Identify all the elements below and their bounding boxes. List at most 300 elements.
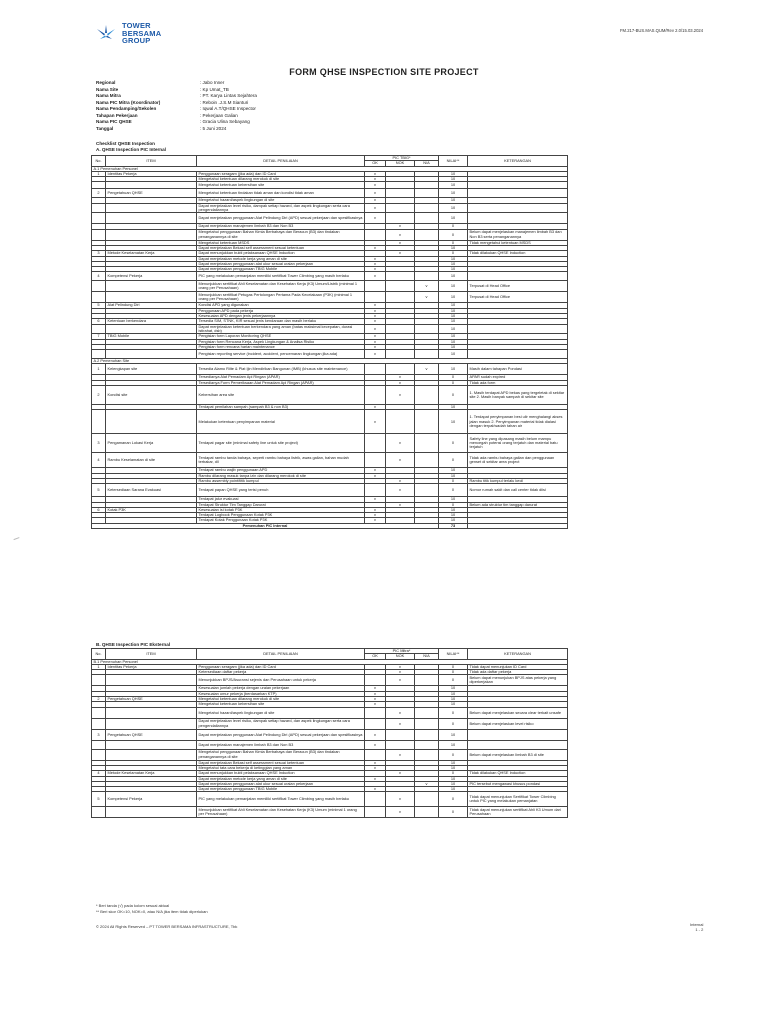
cell-nilai: 10 (439, 245, 468, 250)
cell-nilai: 0 (439, 229, 468, 240)
cell-detail: Terdapat pagar site (minimal safety line untuk site project) (197, 434, 365, 453)
cell-nilai: 0 (439, 675, 468, 686)
cell-no: 4 (92, 771, 106, 776)
table-row (92, 434, 568, 453)
cell-ok (365, 453, 386, 468)
cell-item: Kompetensi Pekerja (106, 792, 197, 807)
cell-ok (365, 484, 386, 497)
cell-detail: Menunjukkan BPJS/Asuransi sejenis dan Perusahaan untuk pekerja (197, 675, 365, 686)
meta-label: Nama Mitra (96, 93, 121, 98)
table-row (92, 324, 568, 334)
company-logo (94, 22, 161, 45)
cell-no (92, 292, 106, 303)
cell-detail: Terdapat rambu tanda bahaya, seperti rambu bahaya listrik, awas galian, bahan mudah terbakar, dll (197, 453, 365, 468)
cell-keterangan (468, 189, 568, 198)
cell-nok (386, 182, 415, 189)
cell-detail: Dapat menjelaskan penggunaan Alat Pelindung Diri (APD) sesuai pekerjaan dan spesifikasinya (197, 213, 365, 224)
cell-keterangan: Tidak ada rambu bahaya galian dan penggunaan genset di sekitar area project (468, 453, 568, 468)
cell-na (415, 213, 439, 224)
cell-na (415, 675, 439, 686)
cell-detail: Kebersihan area site (197, 386, 365, 405)
cell-detail: Terdapat rambu wajib penggunaan APD (197, 468, 365, 473)
cell-nilai: 10 (439, 691, 468, 696)
col-no: No. (92, 649, 106, 660)
table-row (92, 807, 568, 818)
section-row: B.1 Pemenuhan Personel (92, 659, 568, 664)
copyright: © 2024 All Rights Reserved – PT TOWER BERSAMA INFRASTRUCTURE, Tbk (96, 924, 238, 929)
cell-na (415, 484, 439, 497)
cell-nok: v (386, 675, 415, 686)
cell-nilai: 0 (439, 718, 468, 729)
cell-keterangan: Belum dapat menjelaskan level risiko (468, 718, 568, 729)
cell-no (92, 807, 106, 818)
cell-ok (365, 364, 386, 375)
cell-detail: Dapat menjelaskan level risiko, dampak setiap hazard, dan aspek lingkungan serta cara pengendaliannya (197, 718, 365, 729)
cell-ok: v (365, 267, 386, 272)
cell-nilai: 10 (439, 319, 468, 324)
cell-detail: Mengetahui ketentuan kebersihan site (197, 702, 365, 707)
cell-detail: Mengetahui hazard/aspek lingkungan di site (197, 707, 365, 718)
cell-nok: v (386, 771, 415, 776)
cell-item: Metode Keselamatan Kerja (106, 251, 197, 256)
table-row (92, 484, 568, 497)
cell-ok: v (365, 729, 386, 740)
cell-detail: Mengetahui penggunaan Bahan Kimia Berbahaya dan Beracun (B3) dan tindakan penanganannya di site (197, 749, 365, 760)
cell-nilai: 10 (439, 776, 468, 781)
cell-item (106, 203, 197, 213)
cell-nilai: 10 (439, 473, 468, 478)
cell-ok: v (365, 497, 386, 502)
cell-nilai: 10 (439, 177, 468, 182)
cell-nilai: 10 (439, 198, 468, 203)
cell-ok (365, 292, 386, 303)
cell-na (415, 729, 439, 740)
cell-ok: v (365, 213, 386, 224)
cell-ok (365, 707, 386, 718)
cell-nok: v (386, 749, 415, 760)
cell-nok: v (386, 251, 415, 256)
cell-no: 7 (92, 334, 106, 339)
col-no: No. (92, 156, 106, 167)
cell-no: 6 (92, 507, 106, 512)
cell-nok (386, 281, 415, 292)
cell-nok (386, 272, 415, 281)
meta-value: : Kp Umat_TB (200, 86, 229, 92)
cell-detail: Dapat menunjukkan bukti pelaksanaan QHSE Induction (197, 251, 365, 256)
logo-line-2: BERSAMA (122, 28, 162, 38)
cell-item (106, 675, 197, 686)
cell-no (92, 749, 106, 760)
cell-item: Alat Pelindung Diri (106, 303, 197, 308)
cell-ok: v (365, 405, 386, 410)
cell-na (415, 434, 439, 453)
col-na: N/A (415, 654, 439, 659)
cell-nok: v (386, 718, 415, 729)
cell-no (92, 324, 106, 334)
col-nilai: NILAI** (439, 156, 468, 167)
cell-nok: v (386, 375, 415, 380)
table-row (92, 229, 568, 240)
cell-keterangan: Tidak dilakukan QHSE Induction (468, 251, 568, 256)
cell-no: 3 (92, 729, 106, 740)
cell-detail: Mengetahui ketentuan kebersihan site (197, 182, 365, 189)
col-pic: PIC TBIG* (365, 156, 439, 161)
col-nilai: NILAI** (439, 649, 468, 660)
cell-detail: Tersedianya Alat Pemadam Api Ringan (APAR) (197, 375, 365, 380)
meta-label: Regional (96, 80, 116, 85)
cell-nilai: 10 (439, 787, 468, 792)
cell-nilai: 0 (439, 453, 468, 468)
cell-nilai: 10 (439, 513, 468, 518)
cell-na (415, 350, 439, 359)
cell-no (92, 229, 106, 240)
cell-nok: v (386, 484, 415, 497)
col-item: ITEM (106, 156, 197, 167)
meta-label: Nama Pendamping/Sekolen (96, 106, 157, 111)
cell-keterangan: Tidak ada daftar pekerja (468, 670, 568, 675)
cell-detail: Terdapat jalur evakuasi (197, 497, 365, 502)
cell-ok: v (365, 308, 386, 313)
cell-nilai: 10 (439, 686, 468, 691)
cell-nilai: 10 (439, 468, 468, 473)
cell-ok (365, 434, 386, 453)
cell-detail: Mengetahui tata cara bekerja di ketinggian yang aman (197, 765, 365, 770)
cell-item: Ketersediaan Sarana Evakuasi (106, 484, 197, 497)
cell-nilai: 10 (439, 189, 468, 198)
meta-value: : Reboin .J.S.M Sianturi (200, 99, 249, 105)
cell-detail: Menunjukkan sertifikat Ahli Keselamatan dan Kesehatan Kerja (K3) Umum/Listrik (minimal 1 orang per Perusahaan) (197, 281, 365, 292)
cell-ok (365, 718, 386, 729)
table-row (92, 718, 568, 729)
cell-ok: v (365, 319, 386, 324)
cell-ok: v (365, 303, 386, 308)
cell-detail: Pengisian form rencana harian maintenance (197, 344, 365, 349)
cell-keterangan: Terpusat di Head Office (468, 292, 568, 303)
tower-logo-icon (94, 23, 118, 43)
cell-detail: Mengetahui hazard/aspek lingkungan di site (197, 198, 365, 203)
cell-keterangan: Tidak dapat menunjukan ID Card (468, 664, 568, 669)
col-detail: DETAIL PENILAIAN (197, 156, 365, 167)
cell-nilai: 10 (439, 497, 468, 502)
cell-ok: v (365, 507, 386, 512)
cell-item (106, 281, 197, 292)
scan-mark (13, 537, 20, 543)
cell-ok: v (365, 182, 386, 189)
col-keterangan: KETERANGAN (468, 156, 568, 167)
cell-nilai: 10 (439, 344, 468, 349)
cell-detail: Dapat menjelaskan penggunaan Alat Pelindung Diri (APD) sesuai pekerjaan dan spesifikasinya (197, 729, 365, 740)
col-nok: NOK (386, 654, 415, 659)
cell-no: 3 (92, 251, 106, 256)
table-row (92, 281, 568, 292)
cell-detail: Terdapat papan QHSE yang terisi penuh (197, 484, 365, 497)
cell-nilai: 10 (439, 765, 468, 770)
cell-detail: Dapat menjelaskan metode kerja yang aman di site (197, 256, 365, 261)
cell-nok (386, 729, 415, 740)
cell-ok: v (365, 776, 386, 781)
cell-detail: Penggunaan seragam (jika ada) dan ID Card (197, 171, 365, 176)
cell-no: 6 (92, 319, 106, 324)
cell-keterangan: PIC tersebut mengawasi khusus pondasi (468, 781, 568, 786)
cell-nok: v (386, 664, 415, 669)
cell-nok: v (386, 380, 415, 385)
page-number: 1 - 2 (695, 927, 704, 932)
cell-nok: v (386, 224, 415, 229)
cell-na (415, 272, 439, 281)
cell-nok: v (386, 229, 415, 240)
cell-na (415, 718, 439, 729)
cell-keterangan: Belum dapat menjelaskan secara clear terkait unsafe (468, 707, 568, 718)
cell-item (106, 410, 197, 434)
cell-detail: Tersedia SIM, STNK, KIR sesuai jenis kendaraan dan masih berlaku (197, 319, 365, 324)
cell-ok: v (365, 324, 386, 334)
cell-nilai: 0 (439, 749, 468, 760)
cell-ok: v (365, 177, 386, 182)
cell-detail: Menunjukkan sertifikat Ahli Keselamatan dan Kesehatan Kerja (K3) Umum (minimal 1 orang per Perusahaan) (197, 807, 365, 818)
cell-detail: Dapat menjelaskan metode kerja yang aman di site (197, 776, 365, 781)
cell-detail: Tersedia Alamo Rilte & Plat Ijin Mendirikan Bangunan (IMB) (khusus site maintenance) (197, 364, 365, 375)
col-pic: PIC Mitra* (365, 649, 439, 654)
cell-ok (365, 386, 386, 405)
cell-nilai: 10 (439, 410, 468, 434)
cell-keterangan (468, 350, 568, 359)
cell-ok: v (365, 765, 386, 770)
cell-nilai: 0 (439, 792, 468, 807)
checklist-label: Checklist QHSE Inspection (96, 141, 155, 146)
cell-nilai: 0 (439, 434, 468, 453)
cell-ok: v (365, 344, 386, 349)
table-row (92, 740, 568, 749)
cell-no: 5 (92, 792, 106, 807)
cell-nilai: 0 (439, 707, 468, 718)
cell-no: 5 (92, 484, 106, 497)
table-row (92, 707, 568, 718)
cell-detail: Kesesuaian APD dengan jenis pekerjaannya (197, 314, 365, 319)
cell-item: Pengetahuan QHSE (106, 189, 197, 198)
cell-keterangan: APAR sudah expired (468, 375, 568, 380)
cell-item: Kondisi site (106, 386, 197, 405)
cell-item: Kelengkapan site (106, 364, 197, 375)
cell-nilai: 10 (439, 339, 468, 344)
col-keterangan: KETERANGAN (468, 649, 568, 660)
cell-ok: v (365, 245, 386, 250)
cell-detail: PIC yang melakukan pemanjatan memiliki sertifikat Tower Climbing yang masih berlaku (197, 272, 365, 281)
cell-nok: v (386, 707, 415, 718)
cell-nok: v (386, 478, 415, 483)
cell-detail: Dapat menjelaskan penggunaan alat ukur sesuai uraian pekerjaan (197, 261, 365, 266)
cell-nilai: 10 (439, 261, 468, 266)
cell-detail: Terdapat pemilahan sampah (sampah B3 & non B3) (197, 405, 365, 410)
section-a-label: A. QHSE Inspection PIC Internal (96, 146, 166, 152)
footnote-2: ** Beri skor OK=10, NOK=0, atau N/A jika item tidak diperlukan (96, 908, 208, 914)
cell-keterangan: Masih dalam tahapan Pondasi (468, 364, 568, 375)
cell-nilai: 10 (439, 760, 468, 765)
table-a-body (92, 166, 568, 528)
cell-detail: Dapat menjelaskan manajemen limbah B3 dan Non B3 (197, 740, 365, 749)
cell-keterangan (468, 729, 568, 740)
cell-na (415, 189, 439, 198)
cell-ok: v (365, 691, 386, 696)
cell-nilai: 10 (439, 364, 468, 375)
cell-ok: v (365, 473, 386, 478)
cell-nilai: 10 (439, 203, 468, 213)
cell-nilai: 10 (439, 213, 468, 224)
cell-detail: Terdapat Logbook Penggunaan Kotak P3K (197, 513, 365, 518)
cell-nilai: 10 (439, 314, 468, 319)
cell-na (415, 749, 439, 760)
cell-detail: Penggunaan seragam (jika ada) dan ID Card (197, 664, 365, 669)
table-row (92, 410, 568, 434)
table-row (92, 386, 568, 405)
cell-na: v (415, 364, 439, 375)
cell-nilai: 10 (439, 308, 468, 313)
cell-detail: Dapat menjelaskan ketentuan berkendara yang aman (batas maksimal kecepatan, durasi istirahat, dsb) (197, 324, 365, 334)
cell-keterangan: Safety line yang dipasang masih belum mampu mencegah potensi orang terjatuh dan material batu terjatuh (468, 434, 568, 453)
cell-nilai: 10 (439, 518, 468, 523)
cell-keterangan (468, 213, 568, 224)
cell-no (92, 675, 106, 686)
cell-ok: v (365, 339, 386, 344)
cell-na (415, 807, 439, 818)
cell-nilai: 0 (439, 224, 468, 229)
total-row (92, 523, 568, 528)
cell-ok: v (365, 760, 386, 765)
cell-detail: Mengetahui ketentuan dilarang merokok di site (197, 697, 365, 702)
logo-line-1: TOWER (122, 21, 151, 30)
cell-nilai: 10 (439, 729, 468, 740)
cell-nok (386, 213, 415, 224)
cell-ok: v (365, 697, 386, 702)
cell-ok: v (365, 513, 386, 518)
cell-nilai: 0 (439, 375, 468, 380)
cell-detail: Terdapat Kotak Penggunaan Kotak P3K (197, 518, 365, 523)
cell-nok (386, 350, 415, 359)
cell-nok: v (386, 386, 415, 405)
table-pic-eksternal (91, 648, 568, 818)
cell-ok: v (365, 702, 386, 707)
cell-item: Rambu Keselamatan di site (106, 453, 197, 468)
meta-value: : 5 Juni 2024 (200, 125, 227, 131)
cell-item: Identitas Pekerja (106, 664, 197, 669)
cell-no: 2 (92, 697, 106, 702)
cell-na (415, 453, 439, 468)
cell-detail: Tersedianya Form Pemeriksaan Alat Pemadam Api Ringan (APAR) (197, 380, 365, 385)
cell-detail: Dapat menjelaskan penggunaan alat ukur sesuai uraian pekerjaan (197, 781, 365, 786)
cell-keterangan: Belum dapat menjelaskan limbah B3 di site (468, 749, 568, 760)
cell-item: Pengetahuan QHSE (106, 729, 197, 740)
cell-na (415, 792, 439, 807)
cell-na: v (415, 292, 439, 303)
cell-nok: v (386, 453, 415, 468)
cell-item: Pengetahuan QHSE (106, 697, 197, 702)
cell-na (415, 386, 439, 405)
cell-detail: PIC yang melakukan pemanjatan memiliki sertifikat Tower Climbing yang masih berlaku (197, 792, 365, 807)
cell-detail: Ketersediaan daftar pekerja (197, 670, 365, 675)
cell-nok: v (386, 670, 415, 675)
cell-no: 1 (92, 664, 106, 669)
cell-keterangan: Belum dapat menjelaskan manajemen limbah B3 dan Non B3 serta penanganannya (468, 229, 568, 240)
cell-detail: Melakukan ketentuan penyimpanan material (197, 410, 365, 434)
cell-nilai: 10 (439, 405, 468, 410)
cell-keterangan: Tidak ada form (468, 380, 568, 385)
cell-keterangan: Tidak dapat menunjukan Sertifikat Tower Climbing untuk PIC yang melakukan pemanjatan (468, 792, 568, 807)
cell-nilai: 0 (439, 478, 468, 483)
cell-detail: Pengisian form Laporan Monitoring QHSE (197, 334, 365, 339)
cell-detail: Penggunaan APD pada pekerja (197, 308, 365, 313)
cell-ok: v (365, 261, 386, 266)
table-row (92, 675, 568, 686)
cell-detail: Dapat menjelaskan Bekasi self assessment sesuai ketentuan (197, 760, 365, 765)
cell-no (92, 203, 106, 213)
cell-no (92, 281, 106, 292)
meta-label: Tahapan Pekerjaan (96, 112, 138, 118)
col-ok: OK (365, 161, 386, 166)
cell-no: 2 (92, 386, 106, 405)
cell-na (415, 707, 439, 718)
cell-no: 3 (92, 434, 106, 453)
cell-nilai: 10 (439, 350, 468, 359)
meta-value: : Jabo Inner (200, 80, 225, 85)
cell-detail: Dapat menjelaskan manajemen limbah B3 dan Non B3 (197, 224, 365, 229)
meta-value: : Gracia Ulina Sebayang (200, 119, 250, 124)
cell-nilai: 10 (439, 781, 468, 786)
cell-nilai: 10 (439, 171, 468, 176)
cell-na: v (415, 281, 439, 292)
cell-ok: v (365, 740, 386, 749)
section-b-label: B. QHSE Inspection PIC Eksternal (96, 642, 171, 647)
cell-item: Kotak P3K (106, 507, 197, 512)
table-b-body (92, 659, 568, 818)
meta-label: Nama PIC Mitra (Koordinator) (96, 99, 161, 105)
cell-detail: Kesesuaian isi kotak P3K (197, 507, 365, 512)
cell-ok: v (365, 203, 386, 213)
section-row: A.2 Pemenuhan Site (92, 359, 568, 364)
cell-detail: Menunjukkan sertifikat Petugas Pertolongan Pertama Pada Kecelakaan (P3K) (minimal 1 orang per Perusahaan) (197, 292, 365, 303)
cell-item: TBIG Mobile (106, 334, 197, 339)
cell-item (106, 807, 197, 818)
cell-na (415, 182, 439, 189)
meta-value: : PT. Karya Lintas Sejahtera (200, 93, 257, 98)
cell-ok: v (365, 468, 386, 473)
cell-item: Ketentuan berkendara (106, 319, 197, 324)
cell-nilai: 10 (439, 272, 468, 281)
cell-detail: Dapat menjelaskan penggunaan TBIG Mobile (197, 267, 365, 272)
cell-keterangan: Belum ada struktur tim tanggap darurat (468, 502, 568, 507)
cell-nilai: 0 (439, 386, 468, 405)
cell-nilai: 0 (439, 484, 468, 497)
cell-ok: v (365, 256, 386, 261)
cell-no (92, 350, 106, 359)
cell-ok (365, 229, 386, 240)
cell-nok: v (386, 502, 415, 507)
cell-na (415, 229, 439, 240)
cell-ok: v (365, 272, 386, 281)
table-row (92, 182, 568, 189)
cell-item (106, 707, 197, 718)
cell-ok (365, 807, 386, 818)
cell-detail: Kesesuaian jumlah pekerja dengan uraian pekerjaan (197, 686, 365, 691)
cell-detail: Kondisi APD yang digunakan (197, 303, 365, 308)
cell-keterangan: Belum dapat menunjukan BPJS atas pekerja yang diperkerjakan (468, 675, 568, 686)
cell-ok (365, 792, 386, 807)
meta-label: Nama Site (96, 86, 119, 92)
meta-value: : Pekerjaan Galian (200, 112, 238, 118)
cell-nok (386, 189, 415, 198)
cell-nilai: 10 (439, 507, 468, 512)
table-row (92, 203, 568, 213)
cell-na (415, 324, 439, 334)
classification: Internal (690, 922, 704, 927)
